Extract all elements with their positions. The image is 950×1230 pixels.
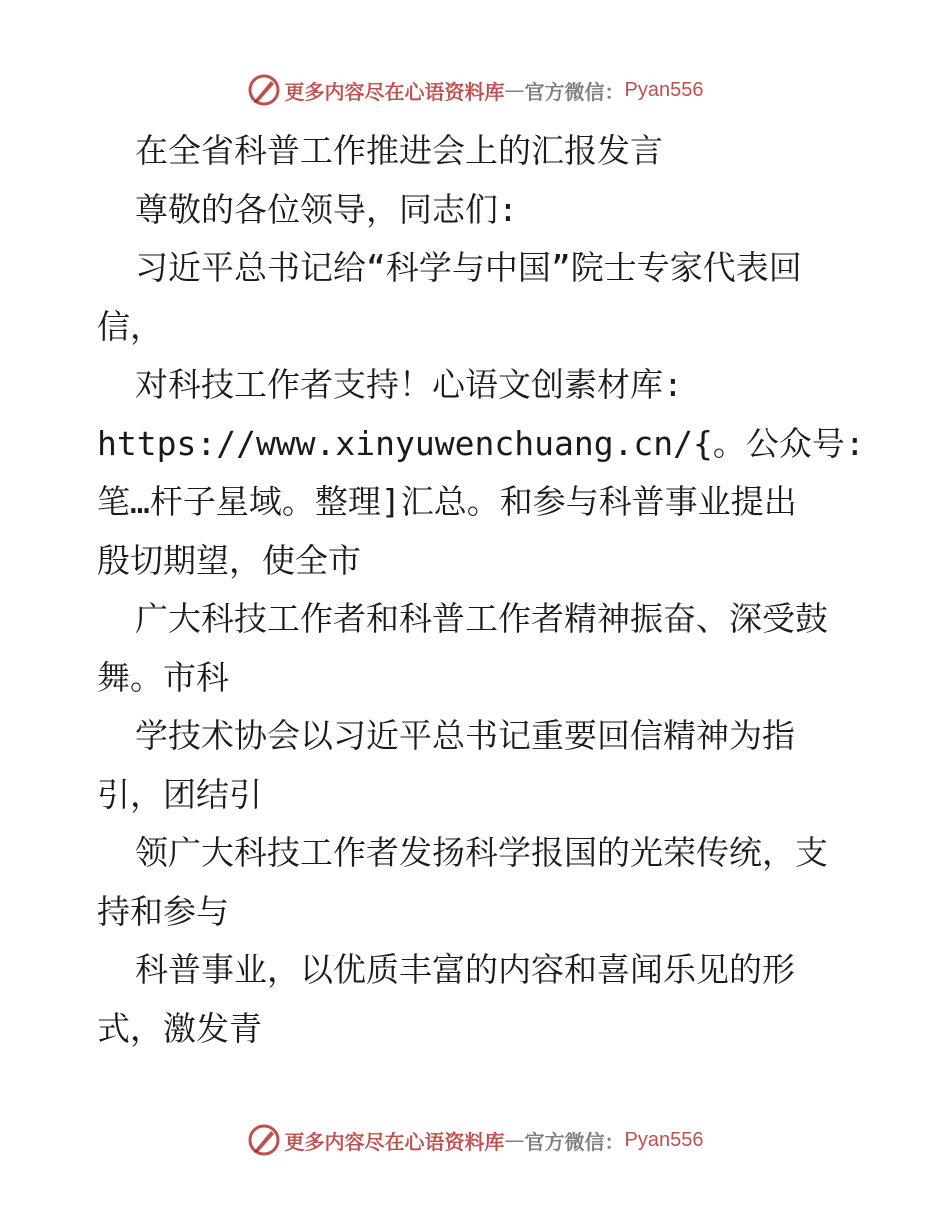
quill-pen-logo-icon <box>247 1123 281 1157</box>
document-body <box>97 122 865 1058</box>
paragraph-line: 持和参与 <box>97 891 229 931</box>
salutation: 尊敬的各位领导，同志们: <box>135 189 518 229</box>
paragraph-line: 广大科技工作者和科普工作者精神振奋、深受鼓 <box>135 599 828 638</box>
quill-pen-logo-icon <box>247 73 281 107</box>
paragraph-line: 殷切期望，使全市 <box>97 540 361 580</box>
paragraph-line: 学技术协会以习近平总书记重要回信精神为指 <box>135 716 795 755</box>
header-banner <box>0 70 950 110</box>
paragraph-line: 对科技工作者支持！心语文创素材库: <box>135 365 683 404</box>
footer-dash: — <box>504 1128 525 1152</box>
paragraph-line: 舞。市科 <box>97 657 229 697</box>
footer-site-text: 更多内容尽在心语资料库 <box>284 1129 505 1154</box>
footer-wechat-id: Pyan556 <box>624 1128 704 1151</box>
header-wechat-label: 官方微信： <box>524 79 625 104</box>
paragraph-line: 习近平总书记给“科学与中国”院士专家代表回 <box>135 248 802 287</box>
document-title: 在全省科普工作推进会上的汇报发言 <box>135 131 663 170</box>
paragraph-line: 式，激发青 <box>97 1008 262 1048</box>
paragraph-line: 领广大科技工作者发扬科学报国的光荣传统，支 <box>135 833 828 872</box>
footer-wechat-label: 官方微信： <box>524 1129 625 1154</box>
header-dash: — <box>504 78 525 102</box>
paragraph-line: 科普事业，以优质丰富的内容和喜闻乐见的形 <box>135 950 795 989</box>
header-wechat-id: Pyan556 <box>624 78 704 101</box>
header-site-text: 更多内容尽在心语资料库 <box>284 79 505 104</box>
paragraph-line: 信， <box>97 306 163 346</box>
paragraph-line: 笔…杆子星域。整理]汇总。和参与科普事业提出 <box>97 482 797 521</box>
url-line: https://www.xinyuwenchuang.cn/{。公众号: <box>97 423 865 463</box>
footer-banner <box>0 1120 950 1160</box>
paragraph-line: 引，团结引 <box>97 774 262 814</box>
